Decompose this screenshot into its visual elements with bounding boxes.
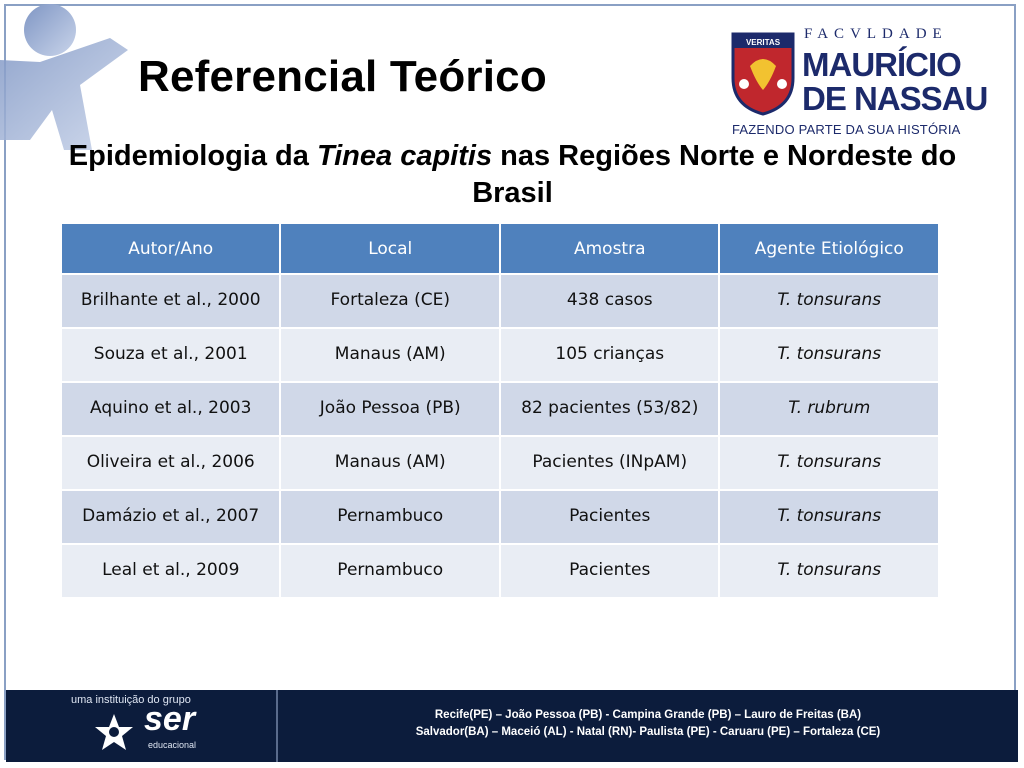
column-header-sample: Amostra <box>501 224 718 273</box>
star-person-icon <box>94 712 134 752</box>
cell-sample: 105 crianças <box>501 329 718 381</box>
logo-name-line2: DE NASSAU <box>802 80 988 117</box>
footer-group-label: uma instituição do grupo <box>71 694 191 706</box>
footer-bar <box>6 690 1018 762</box>
cell-agent: T. tonsurans <box>720 491 938 543</box>
person-figure-icon <box>0 0 150 160</box>
table-row <box>62 437 938 489</box>
cell-location: Fortaleza (CE) <box>281 275 499 327</box>
cell-agent: T. tonsurans <box>720 275 938 327</box>
cell-location: Manaus (AM) <box>281 329 499 381</box>
cell-sample: Pacientes (INpAM) <box>501 437 718 489</box>
cell-sample: Pacientes <box>501 491 718 543</box>
cell-agent: T. tonsurans <box>720 545 938 597</box>
logo-name-line1: MAURÍCIO <box>802 46 961 83</box>
cell-location: Manaus (AM) <box>281 437 499 489</box>
epidemiology-table <box>60 222 940 599</box>
logo-tagline: FAZENDO PARTE DA SUA HISTÓRIA <box>732 122 961 137</box>
cell-sample: 438 casos <box>501 275 718 327</box>
slide-subtitle <box>40 138 985 212</box>
cell-location: Pernambuco <box>281 545 499 597</box>
footer-brand-panel <box>6 690 278 762</box>
subtitle-text-end: nas Regiões Norte e Nordeste do Brasil <box>472 140 957 209</box>
cell-agent: T. tonsurans <box>720 437 938 489</box>
cell-author: Souza et al., 2001 <box>62 329 279 381</box>
column-header-author: Autor/Ano <box>62 224 279 273</box>
footer-brand-logo: ser <box>144 700 196 738</box>
cell-agent: T. tonsurans <box>720 329 938 381</box>
cell-author: Brilhante et al., 2000 <box>62 275 279 327</box>
slide-title: Referencial Teórico <box>138 52 547 101</box>
table-header-row <box>62 224 938 273</box>
footer-cities <box>278 707 1018 741</box>
cell-sample: Pacientes <box>501 545 718 597</box>
cell-author: Aquino et al., 2003 <box>62 383 279 435</box>
table-row <box>62 491 938 543</box>
footer-cities-line1: Recife(PE) – João Pessoa (PB) - Campina Grande (PB) – Lauro de Freitas (BA) <box>434 709 862 721</box>
cell-location: João Pessoa (PB) <box>281 383 499 435</box>
subtitle-species: Tinea capitis <box>316 140 493 172</box>
table-row <box>62 545 938 597</box>
cell-location: Pernambuco <box>281 491 499 543</box>
logo-faculty-word: FACVLDADE <box>804 26 948 42</box>
column-header-agent: Agente Etiológico <box>720 224 938 273</box>
cell-sample: 82 pacientes (53/82) <box>501 383 718 435</box>
cell-author: Oliveira et al., 2006 <box>62 437 279 489</box>
shield-crest-icon <box>730 30 796 116</box>
shield-text: VERITAS <box>745 38 781 47</box>
cell-author: Leal et al., 2009 <box>62 545 279 597</box>
footer-cities-line2: Salvador(BA) – Maceió (AL) - Natal (RN)- Paulista (PE) - Caruaru (PE) – Fortaleza (CE) <box>415 726 881 738</box>
faculty-logo <box>730 24 988 144</box>
column-header-location: Local <box>281 224 499 273</box>
table-row <box>62 329 938 381</box>
table-row <box>62 275 938 327</box>
subtitle-text-start: Epidemiologia da <box>68 140 317 172</box>
footer-brand-sub: educacional <box>148 740 197 750</box>
cell-author: Damázio et al., 2007 <box>62 491 279 543</box>
table-row <box>62 383 938 435</box>
cell-agent: T. rubrum <box>720 383 938 435</box>
